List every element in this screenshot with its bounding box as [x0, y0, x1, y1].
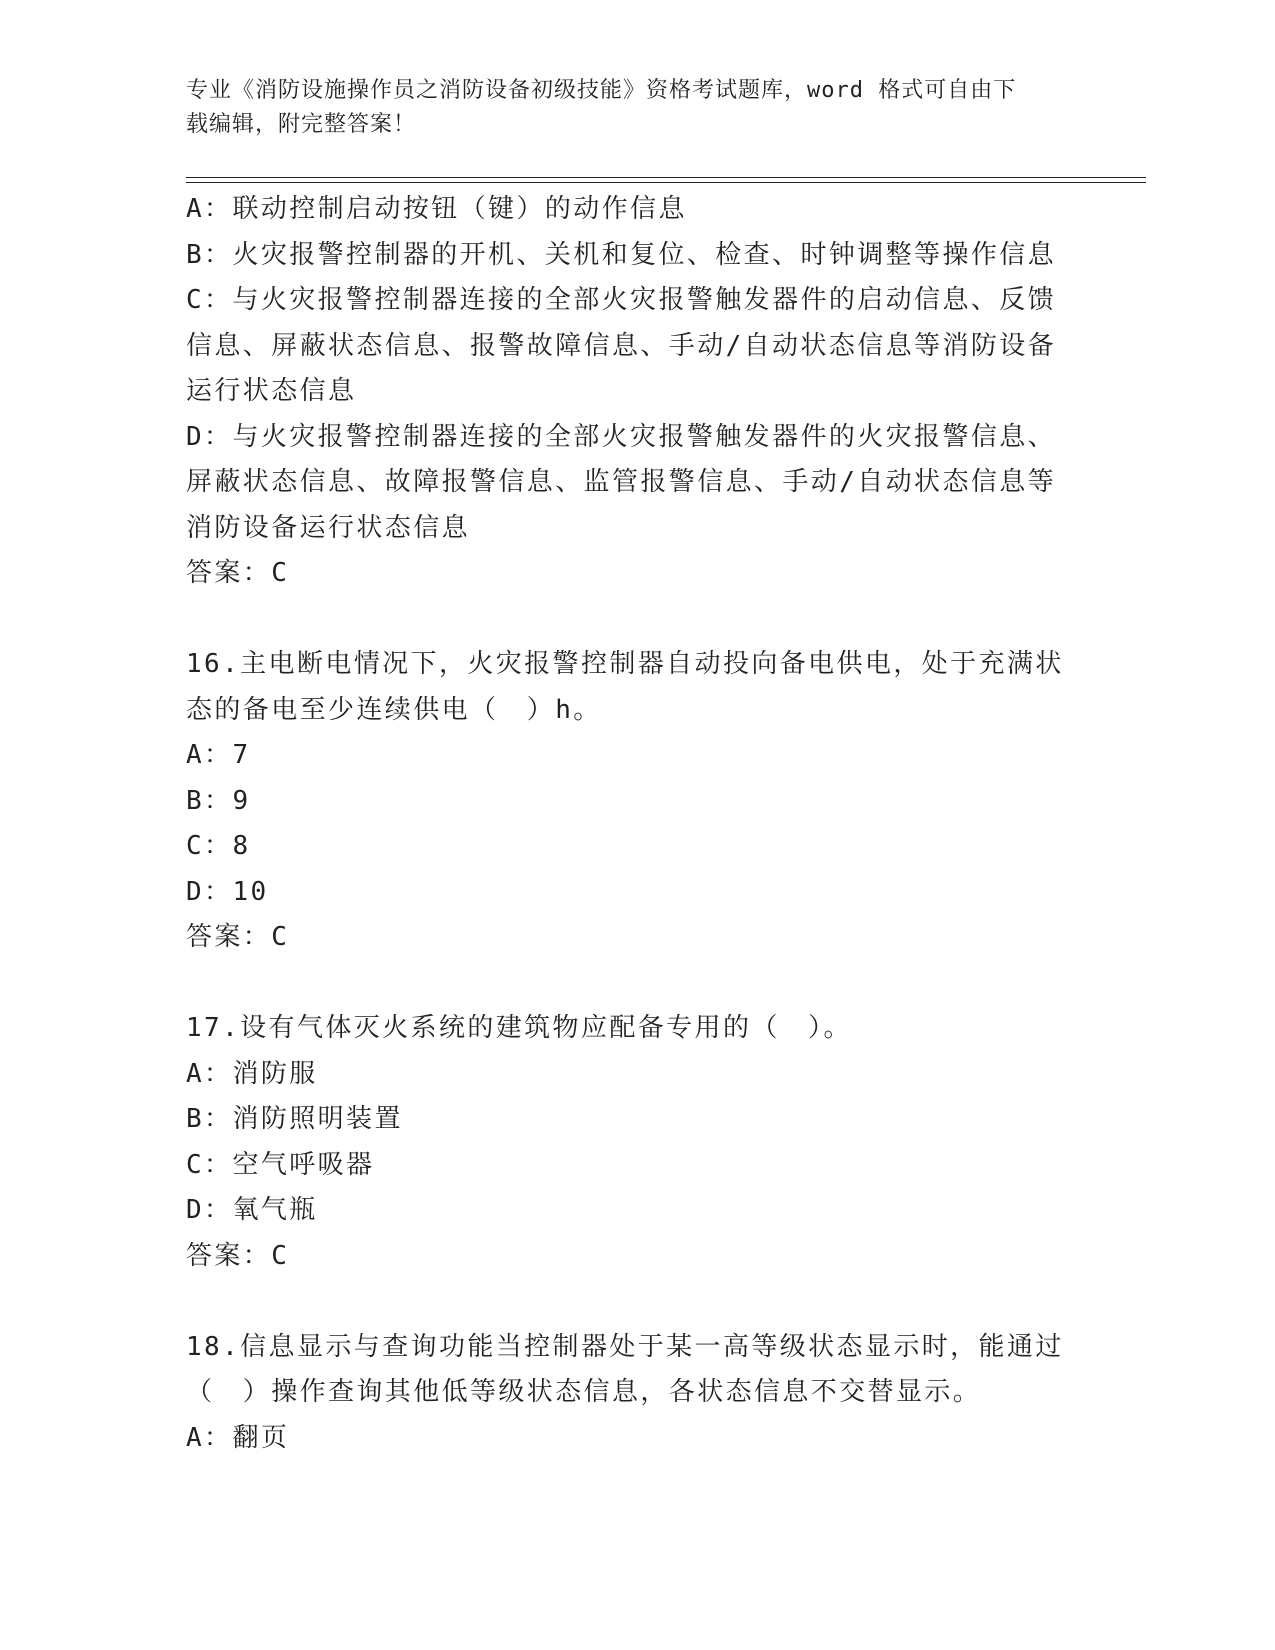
option-d-line-3: 消防设备运行状态信息: [186, 512, 471, 543]
option-a: A：联动控制启动按钮（键）的动作信息: [186, 194, 687, 224]
option-c-line-1: C：与火灾报警控制器连接的全部火灾报警触发器件的启动信息、反馈: [186, 285, 1057, 315]
question-16-answer: 答案：C: [186, 922, 290, 952]
option-c: [186, 278, 1076, 415]
spacer: [186, 597, 1076, 643]
option-d: D：氧气瓶: [186, 1195, 318, 1225]
header-rule-top: [186, 177, 1146, 178]
option-b: B：火灾报警控制器的开机、关机和复位、检查、时钟调整等操作信息: [186, 239, 1057, 270]
option-a: A：7: [186, 740, 251, 770]
header-line-2: 载编辑，附完整答案！: [186, 112, 417, 137]
question-15-options: [186, 187, 1076, 551]
header-rule-bottom: [186, 182, 1146, 183]
option-d-line-2: 屏蔽状态信息、故障报警信息、监管报警信息、手动/自动状态信息等: [186, 467, 1057, 497]
question-content: [186, 187, 1076, 1461]
option-d: D：10: [186, 876, 269, 907]
header-line-1: 专业《消防设施操作员之消防设备初级技能》资格考试题库，word 格式可自由下: [186, 78, 1017, 103]
question-17-stem: 17.设有气体灭火系统的建筑物应配备专用的（ ）。: [186, 1013, 852, 1043]
document-header: [186, 74, 1066, 142]
option-a: A：消防服: [186, 1058, 318, 1089]
question-15-answer: 答案：C: [186, 558, 290, 588]
option-d: [186, 415, 1076, 552]
option-d-line-1: D：与火灾报警控制器连接的全部火灾报警触发器件的火灾报警信息、: [186, 421, 1057, 452]
option-c-line-2: 信息、屏蔽状态信息、报警故障信息、手动/自动状态信息等消防设备: [186, 330, 1057, 361]
question-16: [186, 642, 1076, 961]
option-c: C：8: [186, 831, 251, 861]
question-18-stem-line-2: （ ）操作查询其他低等级状态信息，各状态信息不交替显示。: [186, 1377, 982, 1407]
option-b: B：9: [186, 785, 251, 816]
option-a: A：翻页: [186, 1422, 290, 1453]
option-c-line-3: 运行状态信息: [186, 376, 357, 406]
spacer: [186, 1279, 1076, 1325]
option-b: B：消防照明装置: [186, 1104, 403, 1134]
question-17: [186, 1006, 1076, 1279]
option-c: C：空气呼吸器: [186, 1149, 375, 1180]
question-17-answer: 答案：C: [186, 1240, 290, 1271]
question-18-stem-line-1: 18.信息显示与查询功能当控制器处于某一高等级状态显示时，能通过: [186, 1331, 1064, 1362]
spacer: [186, 961, 1076, 1007]
question-16-stem-line-2: 态的备电至少连续供电（ ）h。: [186, 694, 602, 725]
question-16-stem-line-1: 16.主电断电情况下，火灾报警控制器自动投向备电供电，处于充满状: [186, 649, 1064, 679]
question-18: [186, 1325, 1076, 1462]
